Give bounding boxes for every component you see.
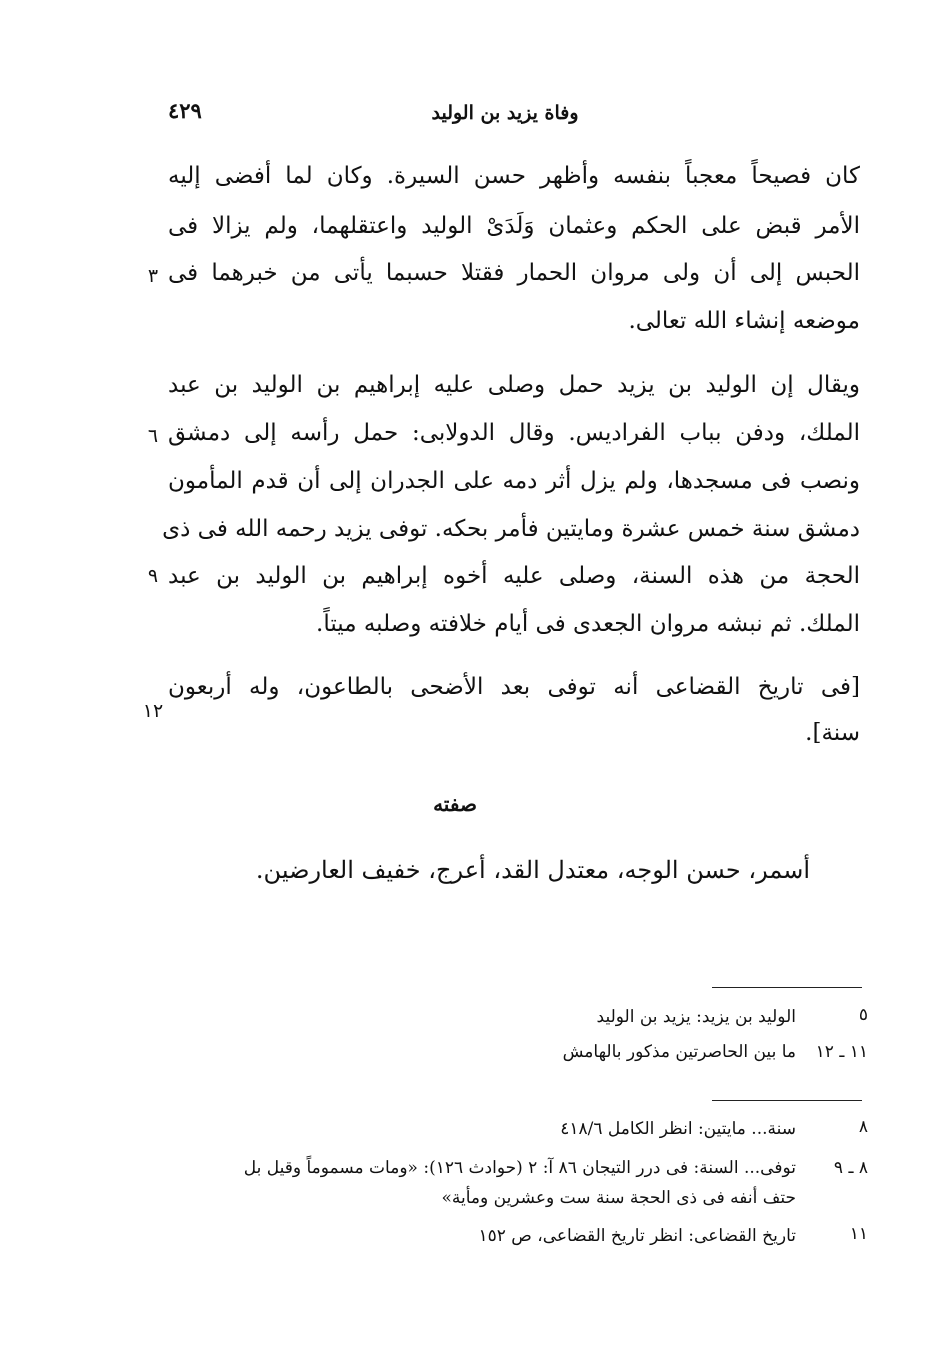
footnote-number: ٨ ـ ٩ — [833, 1158, 868, 1178]
footnote-text: سنة... مايتين: انظر الكامل ٤١٨/٦ — [560, 1119, 796, 1139]
text-line: موضعه إنشاء الله تعالى. — [628, 308, 860, 334]
text-line: كان فصيحاً معجباً بنفسه وأظهر حسن السيرة. وكان لما أفضى إليه — [168, 163, 860, 189]
text-line: الملك، ودفن بباب الفراديس. وقال الدولابى: حمل رأسه إلى دمشق — [168, 420, 860, 446]
footnote-text: ما بين الحاصرتين مذكور بالهامش — [562, 1042, 796, 1062]
footnote-separator — [712, 1100, 862, 1101]
text-line: دمشق سنة خمس عشرة ومايتين فأمر بحكه. توفى يزيد رحمه الله فى ذى — [162, 516, 860, 542]
text-line: الحبس إلى أن ولى مروان الحمار فقتلا حسبما يأتى من خبرهما فى — [168, 260, 860, 286]
text-line: ونصب فى مسجدها، ولم يزل أثر دمه على الجدران إلى أن قدم المأمون — [168, 468, 860, 494]
section-heading: صفته — [433, 792, 477, 816]
footnote-text: حتف أنفه فى ذى الحجة سنة ست وعشرين ومأية» — [441, 1188, 796, 1208]
footnote-number: ٨ — [858, 1117, 868, 1137]
footnote-text: توفى... السنة: فى درر التيجان ٨٦ آ: ٢ (حوادث ١٢٦): «ومات مسموماً وقيل بل — [243, 1158, 796, 1178]
description-text: أسمر، حسن الوجه، معتدل القد، أعرج، خفيف العارضين. — [255, 856, 810, 884]
margin-number: ١٢ — [142, 700, 164, 722]
text-line: [فى تاريخ القضاعى أنه توفى بعد الأضحى بالطاعون، وله أربعون — [168, 674, 860, 700]
footnote-number: ٥ — [858, 1005, 868, 1025]
footnote-text: تاريخ القضاعى: انظر تاريخ القضاعى، ص ١٥٢ — [478, 1226, 796, 1246]
header-title: وفاة يزيد بن الوليد — [431, 102, 579, 124]
margin-number: ٩ — [147, 565, 159, 587]
text-line: سنة]. — [805, 720, 860, 746]
text-line: الحجة من هذه السنة، وصلى عليه أخوه إبراهيم بن الوليد بن عبد — [168, 563, 860, 589]
text-line: ويقال إن الوليد بن يزيد حمل وصلى عليه إبراهيم بن الوليد بن عبد — [168, 372, 860, 398]
footnote-number: ١١ — [849, 1224, 868, 1244]
text-line: الأمر قبض على الحكم وعثمان وَلَدَىْ الوليد واعتقلهما، ولم يزالا فى — [168, 213, 860, 239]
page-number: ٤٢٩ — [168, 98, 202, 123]
margin-number: ٣ — [147, 265, 159, 287]
footnote-separator — [712, 987, 862, 988]
margin-number: ٦ — [147, 425, 159, 447]
footnote-text: الوليد بن يزيد: يزيد بن الوليد — [596, 1007, 796, 1027]
text-line: الملك. ثم نبشه مروان الجعدى فى أيام خلافته وصلبه ميتاً. — [316, 611, 860, 637]
footnote-number: ١١ ـ ١٢ — [815, 1042, 868, 1062]
